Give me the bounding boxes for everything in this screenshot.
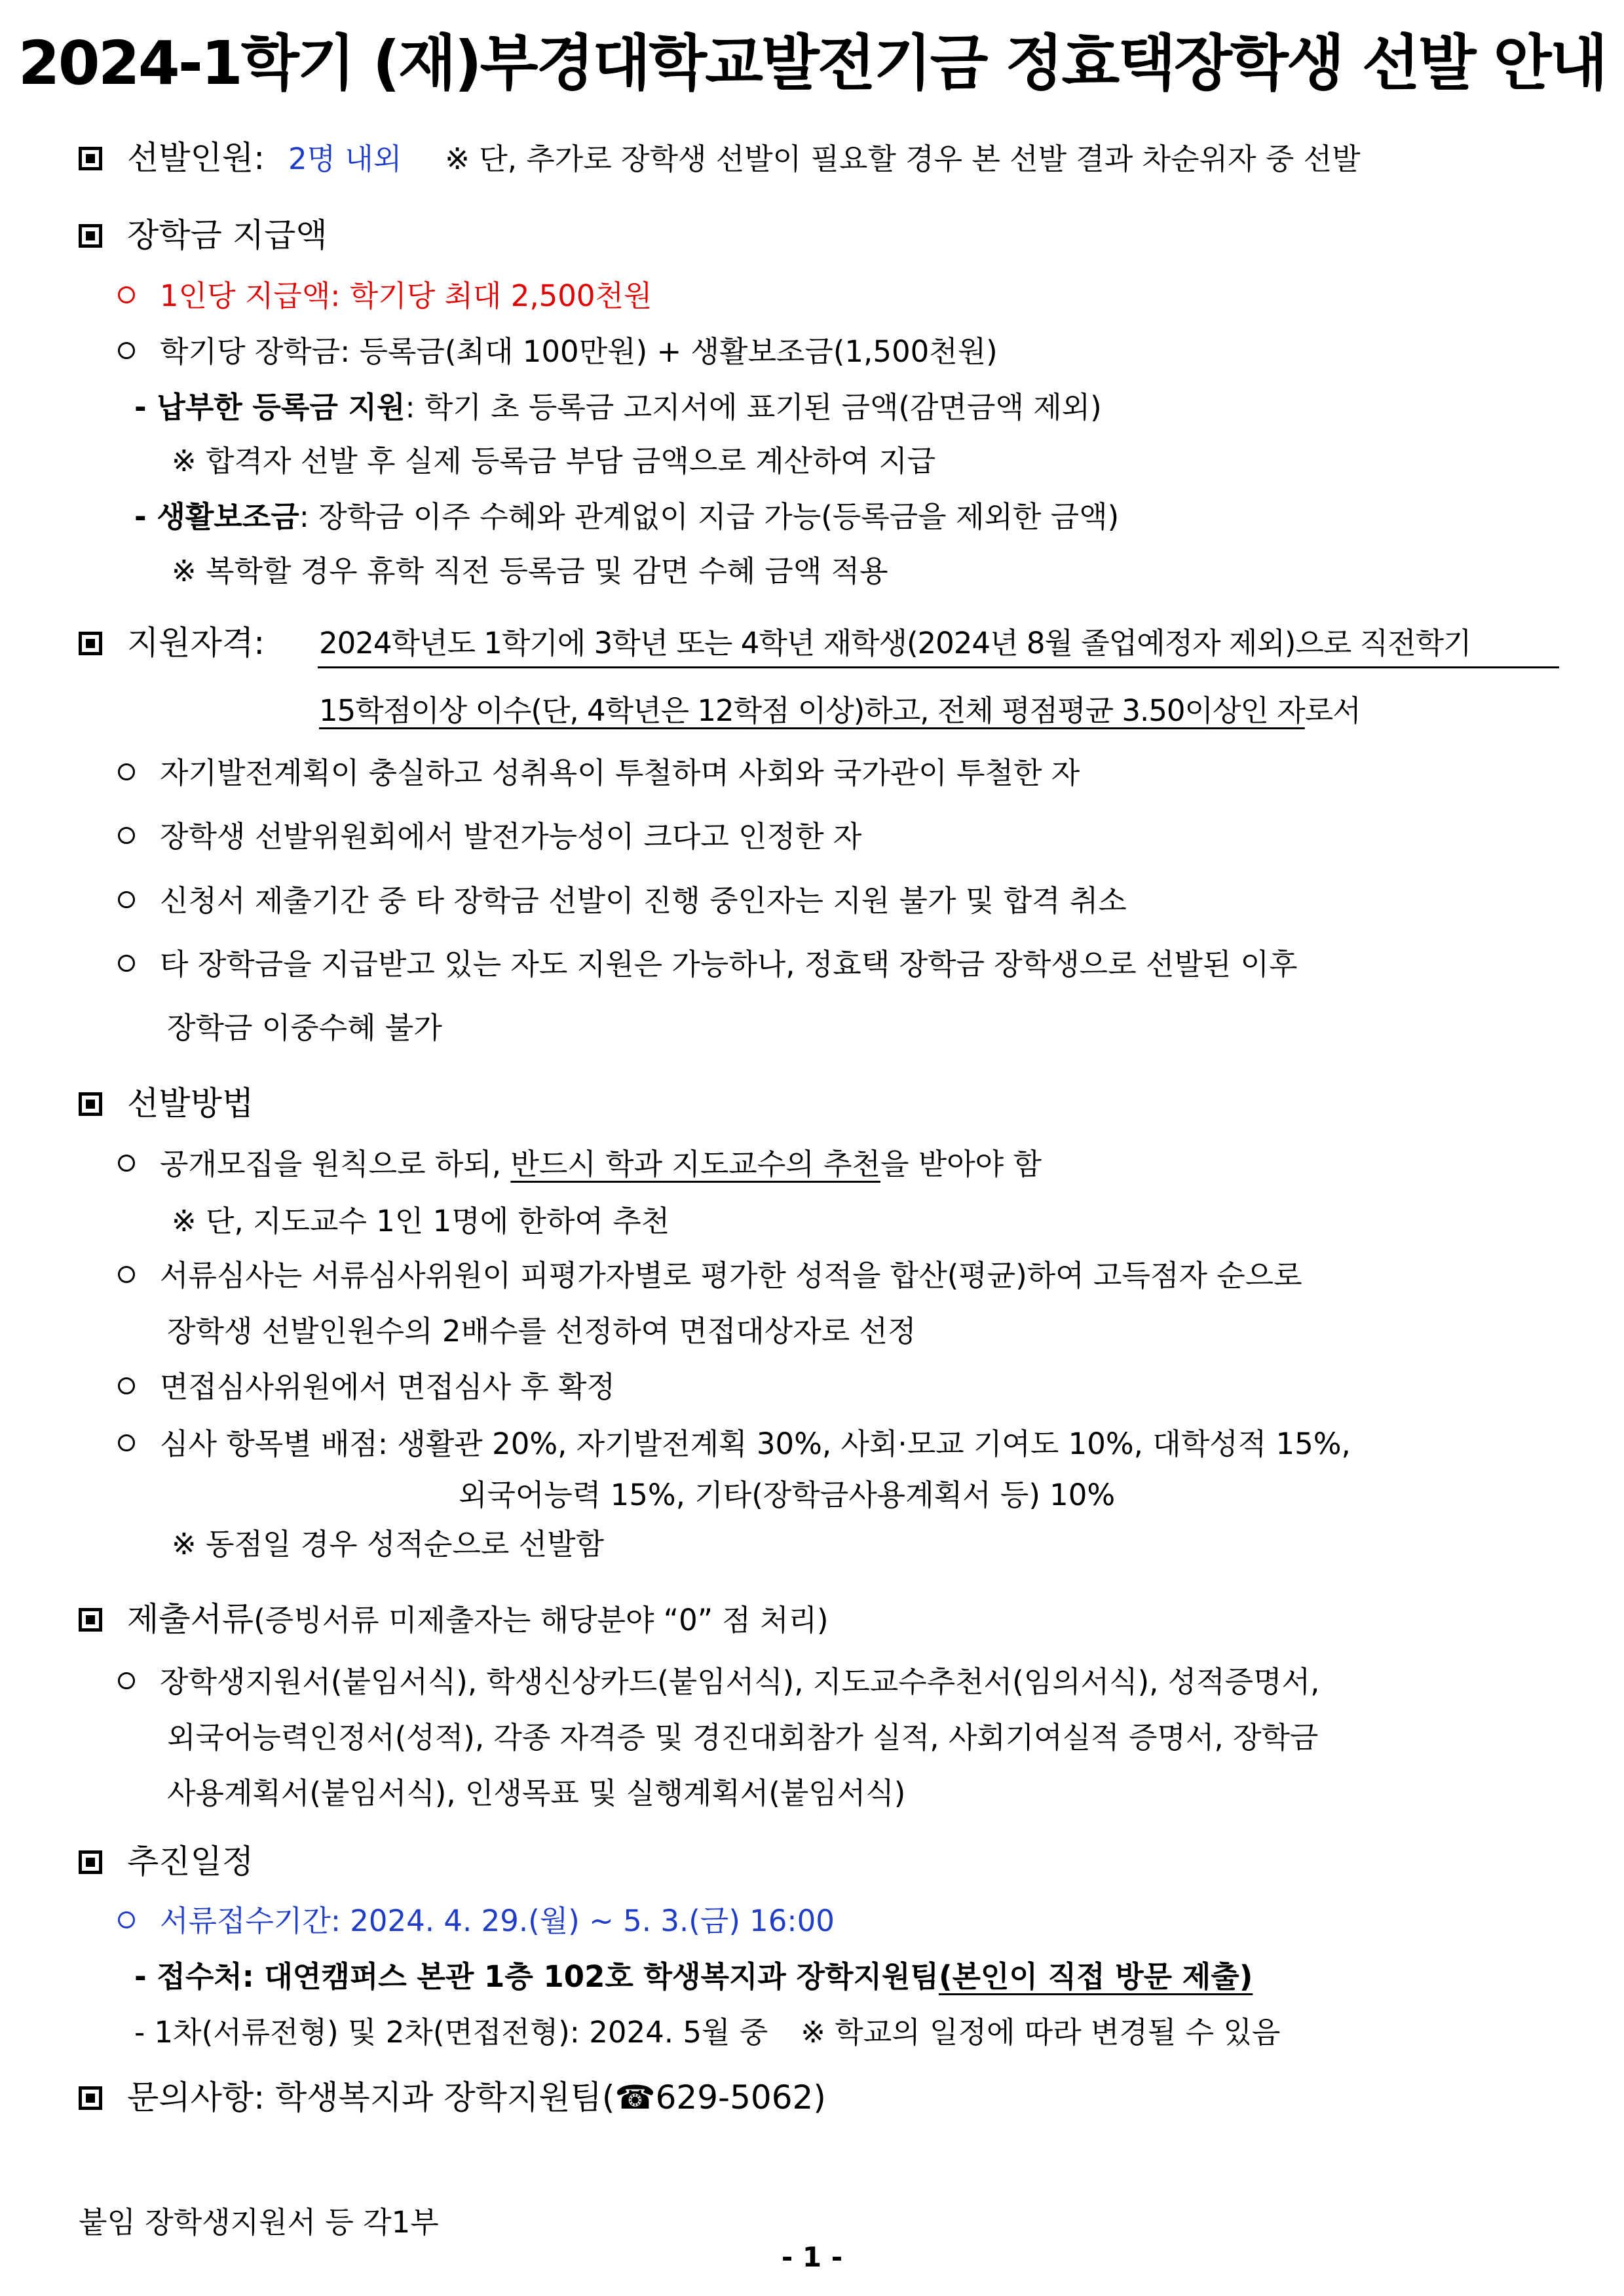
section-contact — [79, 2074, 826, 2121]
interview-text: 면접심사위원에서 면접심사 후 확정 — [160, 1369, 615, 1404]
documents-heading: 제출서류 — [127, 1600, 254, 1638]
square-bullet-icon — [79, 147, 102, 170]
method-heading: 선발방법 — [127, 1084, 254, 1122]
attachment-note: 붙임 장학생지원서 등 각1부 — [79, 2205, 439, 2240]
section-method — [79, 1080, 254, 1127]
phone-icon: ☎ — [614, 2078, 656, 2116]
section-schedule — [79, 1838, 254, 1885]
review-line2: 장학생 선발인원수의 2배수를 선정하여 면접대상자로 선정 — [167, 1314, 916, 1349]
eligibility-line2-main: 15학점이상 이수(단, 4학년은 12학점 이상)하고, 전체 평점평균 3.50이상인 자 — [319, 693, 1305, 728]
square-bullet-icon — [79, 1608, 102, 1632]
documents-list — [118, 1661, 1319, 1703]
circle-bullet-icon — [118, 1911, 135, 1928]
eligibility-line2-suffix: 로서 — [1304, 693, 1361, 728]
tie-note: ※ 동점일 경우 성적순으로 선발함 — [172, 1527, 605, 1561]
eligibility-item — [118, 944, 1298, 985]
square-bullet-icon — [79, 632, 102, 655]
circle-bullet-icon — [118, 763, 135, 780]
amount-per-semester-text: 학기당 장학금: 등록금(최대 100만원) + 생활보조금(1,500천원) — [160, 334, 998, 369]
square-bullet-icon — [79, 1850, 102, 1874]
circle-bullet-icon — [118, 1155, 135, 1172]
tuition-text: : 학기 초 등록금 고지서에 표기된 금액(감면금액 제외) — [405, 390, 1102, 425]
amount-heading: 장학금 지급액 — [127, 216, 328, 254]
section-amount — [79, 212, 328, 259]
eligibility-item4-cont: 장학금 이중수혜 불가 — [167, 1010, 442, 1045]
eligibility-label: 지원자격: — [127, 624, 265, 662]
eligibility-item-text: 타 장학금을 지급받고 있는 자도 지원은 가능하나, 정효택 장학금 장학생으로 선발된 이후 — [160, 947, 1298, 982]
schedule-place-note: (본인이 직접 방문 제출) — [938, 1959, 1253, 1994]
method-interview — [118, 1366, 615, 1408]
eligibility-item — [118, 752, 1080, 794]
circle-bullet-icon — [118, 1266, 135, 1283]
schedule-rounds-text: - 1차(서류전형) 및 2차(면접전형): 2024. 5월 중 — [134, 2015, 768, 2050]
scoring-line2: 외국어능력 15%, 기타(장학금사용계획서 등) 10% — [459, 1478, 1116, 1512]
recruit-emphasis: 반드시 학과 지도교수의 추천 — [510, 1147, 880, 1181]
eligibility-item — [118, 880, 1127, 922]
schedule-rounds-note: ※ 학교의 일정에 따라 변경될 수 있음 — [801, 2015, 1281, 2050]
selection-count-note: ※ 단, 추가로 장학생 선발이 필요할 경우 본 선발 결과 차순위자 중 선발 — [445, 142, 1361, 176]
selection-count-label: 선발인원: — [127, 139, 265, 177]
schedule-period — [118, 1900, 835, 1942]
living-text: : 장학금 이주 수혜와 관계없이 지급 가능(등록금을 제외한 금액) — [299, 499, 1120, 534]
documents-line2: 외국어능력인정서(성적), 각종 자격증 및 경진대회참가 실적, 사회기여실적 증명서, 장학금 — [167, 1720, 1319, 1755]
circle-bullet-icon — [118, 1672, 135, 1689]
selection-count-value: 2명 내외 — [288, 142, 402, 176]
amount-per-semester — [118, 331, 998, 373]
circle-bullet-icon — [118, 1434, 135, 1451]
scoring-line1: 심사 항목별 배점: 생활관 20%, 자기발전계획 30%, 사회·모교 기여도 10%, 대학성적 15%, — [160, 1426, 1351, 1461]
section-eligibility — [79, 619, 265, 666]
schedule-period-text: 서류접수기간: 2024. 4. 29.(월) ~ 5. 3.(금) 16:00 — [160, 1904, 835, 1938]
schedule-rounds — [134, 2012, 1280, 2054]
eligibility-item-text: 장학생 선발위원회에서 발전가능성이 크다고 인정한 자 — [160, 819, 862, 854]
eligibility-item-text: 신청서 제출기간 중 타 장학금 선발이 진행 중인자는 지원 불가 및 합격 취소 — [160, 883, 1127, 918]
amount-per-person — [118, 275, 652, 317]
schedule-place-text: - 접수처: 대연캠퍼스 본관 1층 102호 학생복지과 장학지원팀 — [134, 1959, 939, 1994]
square-bullet-icon — [79, 1092, 102, 1116]
schedule-heading: 추진일정 — [127, 1843, 254, 1881]
living-label: - 생활보조금 — [134, 499, 299, 534]
circle-bullet-icon — [118, 286, 135, 303]
tuition-label: - 납부한 등록금 지원 — [134, 390, 406, 425]
circle-bullet-icon — [118, 827, 135, 844]
recruit-note: ※ 단, 지도교수 1인 1명에 한하여 추천 — [172, 1204, 670, 1238]
documents-line1: 장학생지원서(붙임서식), 학생신상카드(붙임서식), 지도교수추천서(임의서식), 성적증명서, — [160, 1664, 1320, 1699]
page-title: 2024-1학기 (재)부경대학교발전기금 정효택장학생 선발 안내 — [18, 28, 1606, 98]
amount-tuition — [134, 387, 1102, 429]
circle-bullet-icon — [118, 342, 135, 359]
amount-living — [134, 496, 1119, 538]
eligibility-line2 — [319, 690, 1361, 732]
review-line1: 서류심사는 서류심사위원이 피평가자별로 평가한 성적을 합산(평균)하여 고득점자 순으로 — [160, 1258, 1302, 1293]
eligibility-item-text: 자기발전계획이 충실하고 성취욕이 투철하며 사회와 국가관이 투철한 자 — [160, 756, 1080, 790]
section-selection-count — [79, 134, 1361, 183]
method-recruit — [118, 1143, 1042, 1185]
documents-heading-note: (증빙서류 미제출자는 해당분야 “0” 점 처리) — [254, 1603, 829, 1637]
contact-label: 문의사항: 학생복지과 장학지원팀( — [127, 2078, 615, 2116]
recruit-pre: 공개모집을 원칙으로 하되, — [160, 1147, 511, 1181]
tuition-note: ※ 합격자 선발 후 실제 등록금 부담 금액으로 계산하여 지급 — [172, 444, 936, 478]
square-bullet-icon — [79, 2086, 102, 2110]
schedule-place — [134, 1956, 1253, 1998]
page-number: - 1 - — [781, 2241, 843, 2273]
contact-phone: 629-5062) — [655, 2078, 826, 2116]
documents-line3: 사용계획서(붙임서식), 인생목표 및 실행계획서(붙임서식) — [167, 1776, 906, 1810]
method-review — [118, 1255, 1302, 1297]
eligibility-line1: 2024학년도 1학기에 3학년 또는 4학년 재학생(2024년 8월 졸업예정자 제외)으로 직전학기 — [319, 626, 1471, 660]
eligibility-item — [118, 816, 861, 858]
section-documents — [79, 1596, 829, 1644]
eligibility-underline — [318, 666, 1559, 668]
circle-bullet-icon — [118, 1377, 135, 1394]
circle-bullet-icon — [118, 955, 135, 972]
amount-per-person-text: 1인당 지급액: 학기당 최대 2,500천원 — [160, 278, 652, 313]
method-scoring — [118, 1423, 1351, 1465]
recruit-post: 을 받아야 함 — [880, 1147, 1042, 1181]
square-bullet-icon — [79, 224, 102, 248]
living-note: ※ 복학할 경우 휴학 직전 등록금 및 감면 수혜 금액 적용 — [172, 554, 888, 588]
circle-bullet-icon — [118, 891, 135, 908]
